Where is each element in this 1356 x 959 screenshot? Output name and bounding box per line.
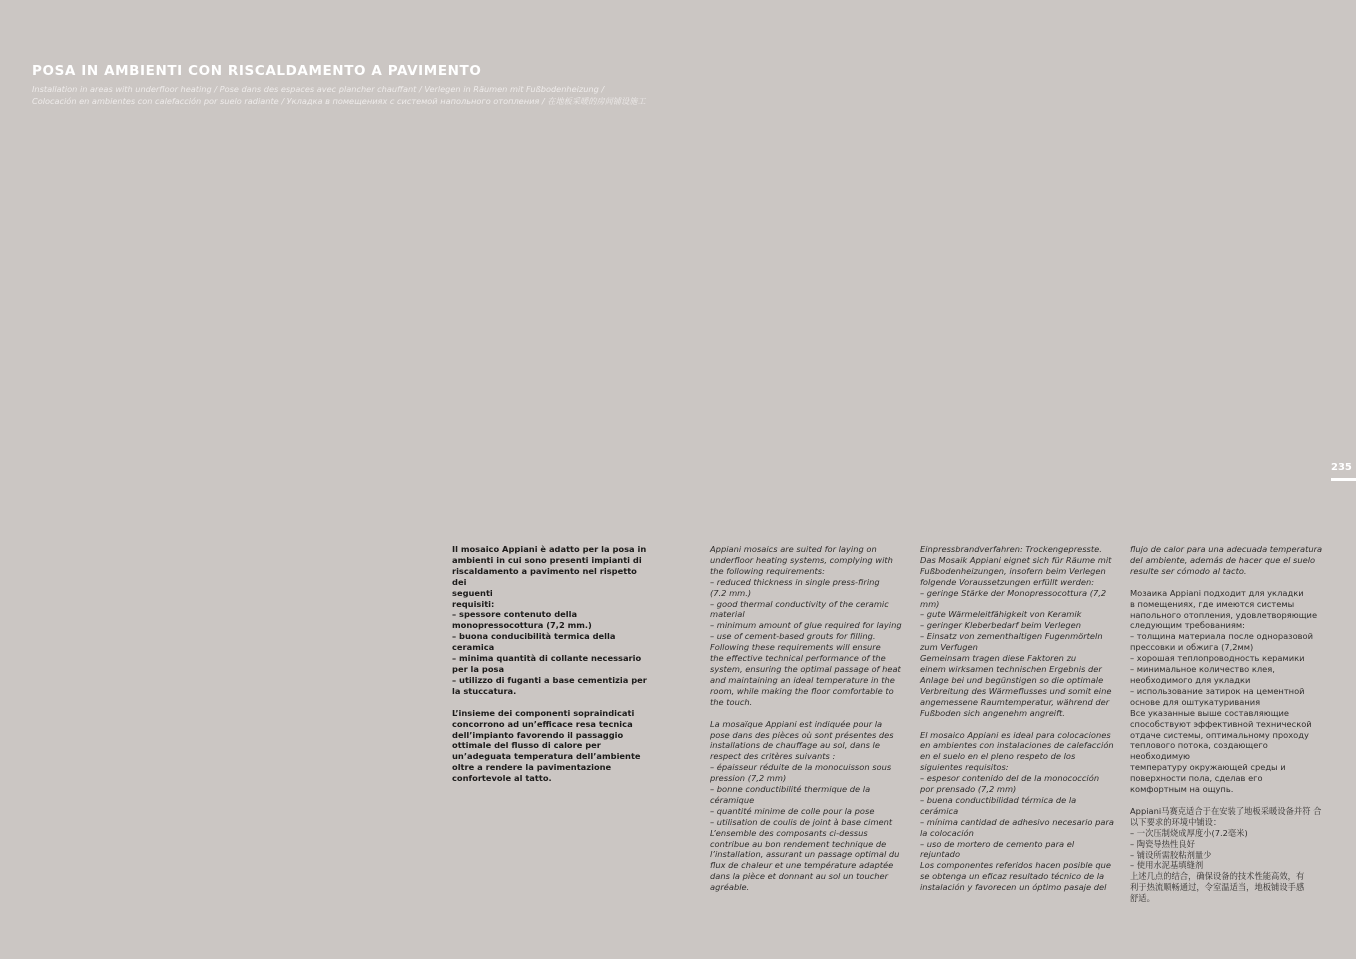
chinese-paragraph: Appiani马赛克适合于在安装了地板采暖设备并符 合 以下要求的环境中铺设： – 一次压制烧成厚度小(7.2毫米) – 陶瓷导热性良好 – 铺设所需胶粘剂量少 – 使用水泥基填缝剂 上述几点的结合，确保设备的技术性能高效，有 利于热流顺畅通过，令室温适当，地板铺设手感 舒适。 — [1130, 805, 1322, 904]
page-subtitle — [32, 84, 646, 107]
text-column-italian — [452, 544, 652, 795]
text-column-german-spanish — [920, 544, 1125, 904]
page-number: 235 — [1331, 462, 1352, 473]
text-column-russian-chinese — [1130, 544, 1330, 915]
page-number-bar — [1331, 478, 1356, 481]
russian-paragraph: Мозаика Appiani подходит для укладки в помещениях, где имеются системы напольного отопления, удовлетворяющие следующим требованиям: – толщина материала после одноразовой прессовки и обжига (7,2мм) – хорошая теплопроводность керамики – минимальное количество клея, необходимого для укладки – использование затирок на цементной основе для оштукатуривания Все указанные выше составляющие способствуют эффективной технической отдаче системы, оптимальному проходу теплового потока, создающего необходимую температуру окружающей среды и поверхности пола, сделав его комфортным на ощупь. — [1130, 587, 1318, 795]
subtitle-line-1: Installation in areas with underfloor heating / Pose dans des espaces avec plancher chauffant / Verlegen in Räumen mit Fußbodenheizung / — [32, 84, 605, 94]
spanish-paragraph-continued: flujo de calor para una adecuada temperatura del ambiente, además de hacer que el suelo resulte ser cómodo al tacto. — [1130, 544, 1323, 576]
subtitle-line-2: Colocación en ambientes con calefacción por suelo radiante / Укладка в помещениях с системой напольного отопления / 在地板采暖的房间铺设施工 — [32, 95, 646, 106]
spanish-paragraph: El mosaico Appiani es ideal para colocaciones en ambientes con instalaciones de calefacción en el suelo en el pleno respeto de los siguientes requisitos: – espesor contenido del de la monococción por prensado (7,2 mm) – buena conductibilidad térmica de la cerámica – mínima cantidad de adhesivo necesario para la colocación – uso de mortero de cemento para el rejuntado Los componentes referidos hacen posible que se obtenga un eficaz resultado técnico de la instalación y favorecen un óptimo pasaje del — [920, 729, 1114, 893]
french-paragraph: La mosaïque Appiani est indiquée pour la pose dans des pièces où sont présentes des installations de chauffage au sol, dans le respect des critères suivants : – épaisseur réduite de la monocuisson sous pression (7,2 mm) – bonne conductibilité thermique de la céramique – quantité minime de colle pour la pose – utilisation de coulis de joint à base ciment L’ensemble des composants ci-dessus contribue au bon rendement technique de l’installation, assurant un passage optimal du flux de chaleur et une température adaptée dans la pièce et donnant au sol un toucher agréable. — [710, 718, 900, 893]
italian-paragraph-2: L’insieme dei componenti sopraindicati concorrono ad un’efficace resa tecnica dell’impianto favorendo il passaggio ottimale del flusso di calore per un’adeguata temperatura dell’ambiente oltre a rendere la pavimentazione confortevole al tatto. — [452, 707, 641, 784]
english-paragraph: Appiani mosaics are suited for laying on underfloor heating systems, complying with the following requirements: – reduced thickness in single press-firing (7.2 mm.) – good thermal conductivity of the ceramic material – minimum amount of glue required for laying – use of cement-based grouts for filling. Following these requirements will ensure the effective technical performance of the system, ensuring the optimal passage of heat and maintaining an ideal temperature in the room, while making the floor comfortable to the touch. — [710, 544, 902, 707]
italian-paragraph-1: Il mosaico Appiani è adatto per la posa in ambienti in cui sono presenti impianti di riscaldamento a pavimento nel rispetto dei seguenti requisiti: – spessore contenuto della monopressocottura (7,2 mm.) – buona conducibilità termica della ceramica – minima quantità di collante necessario per la posa – utilizzo di fuganti a base cementizia per la stuccatura. — [452, 544, 647, 696]
page-title: POSA IN AMBIENTI CON RISCALDAMENTO A PAVIMENTO — [32, 63, 482, 79]
text-column-english-french — [710, 544, 915, 904]
german-paragraph: Einpressbrandverfahren: Trockengepresste. Das Mosaik Appiani eignet sich für Räume mit Fußbodenheizungen, insofern beim Verlegen folgende Voraussetzungen erfüllt werden: – geringe Stärke der Monopressocottura (7,2 mm) – gute Wärmeleitfähigkeit von Keramik – geringer Kleberbedarf beim Verlegen – Einsatz von zementhaltigen Fugenmörteln zum Verfugen Gemeinsam tragen diese Faktoren zu einem wirksamen technischen Ergebnis der Anlage bei und begünstigen so die optimale Verbreitung des Wärmeflusses und somit eine angemessene Raumtemperatur, während der Fußboden sich angenehm angreift. — [920, 544, 1112, 718]
